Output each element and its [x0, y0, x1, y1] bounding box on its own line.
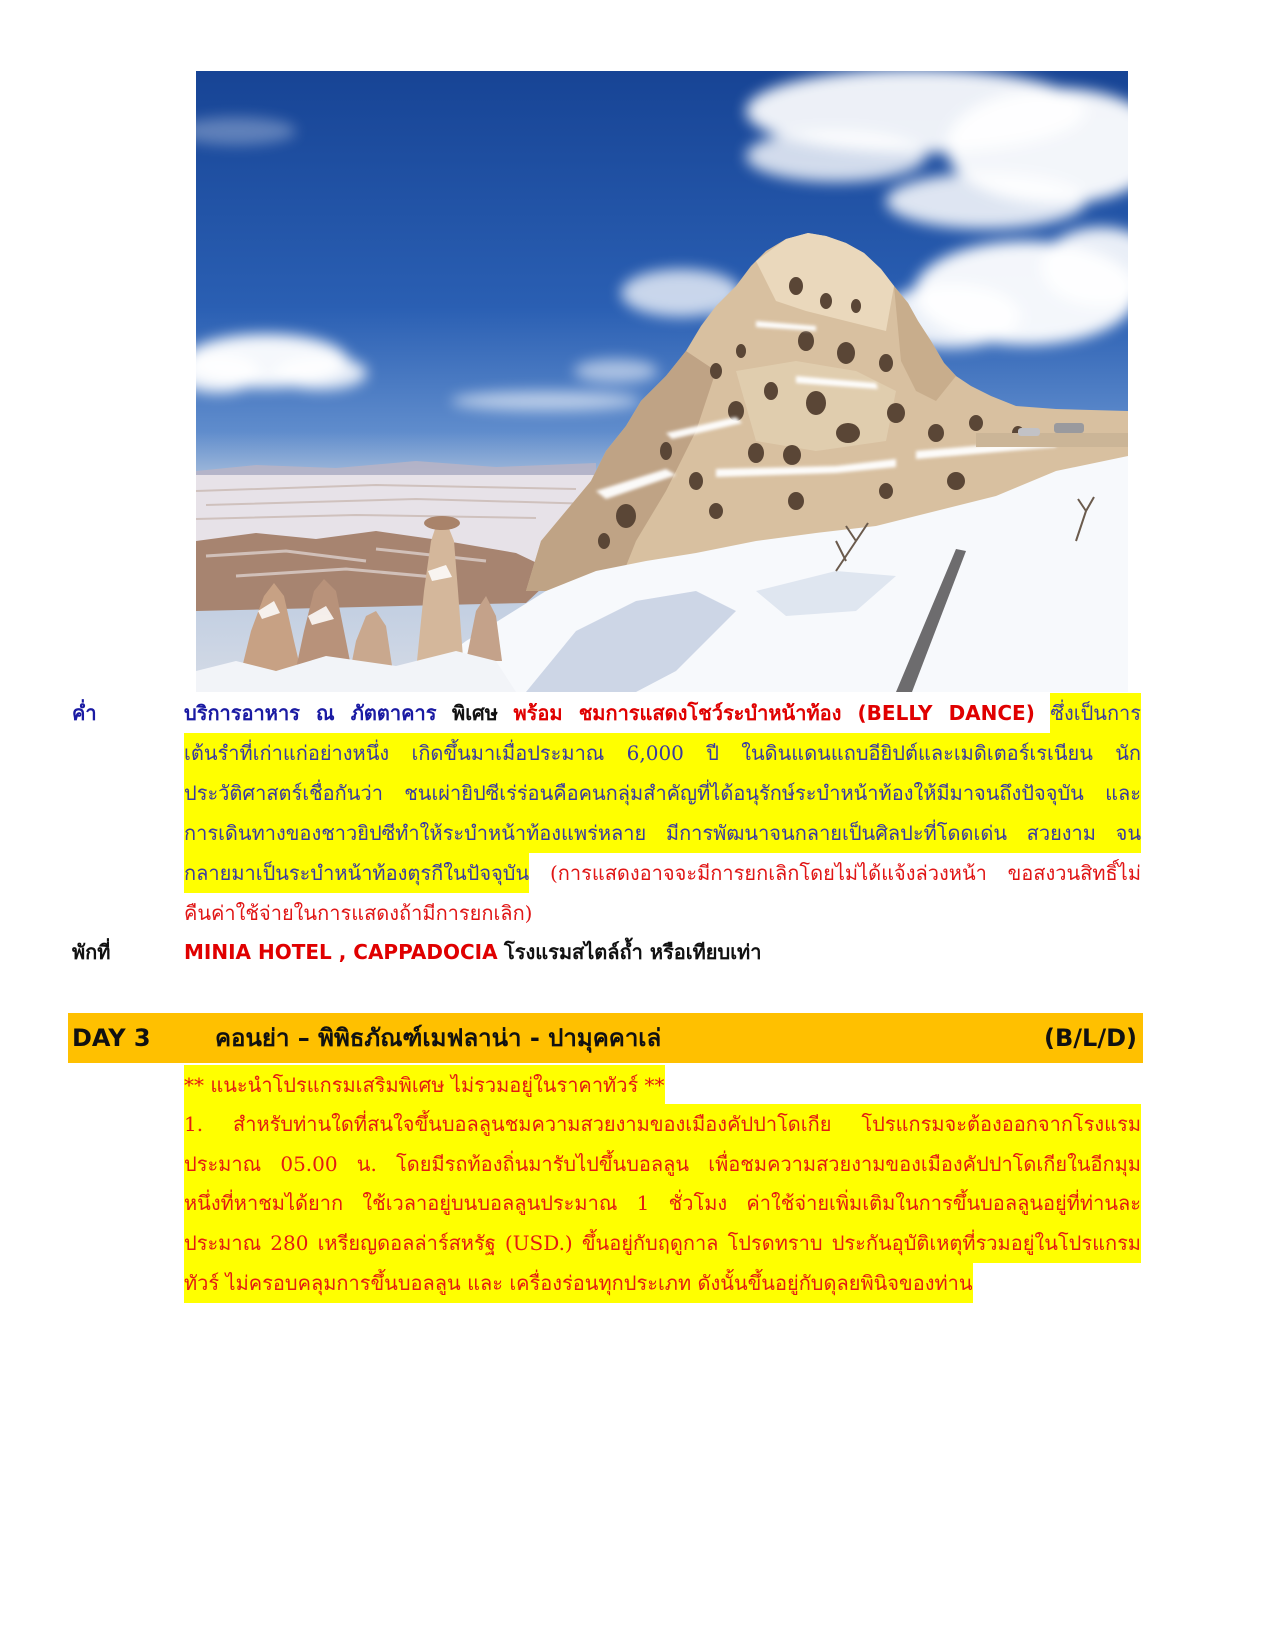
- belly-dance-show-text: พร้อม ชมการแสดงโชว์ระบำหน้าท้อง (BELLY DANCE): [513, 701, 1035, 725]
- optional-line-2: ประมาณ 05.00 น. โดยมีรถท้องถิ่นมารับไปขึ้นบอลลูน เพื่อชมความสวยงามของเมืองคัปปาโดเกียในอีกมุม: [184, 1144, 1141, 1184]
- hotel-line: [184, 932, 1141, 972]
- day-title: คอนย่า – พิพิธภัณฑ์เมฟลาน่า - ปามุคคาเล่: [215, 1024, 662, 1052]
- cappadocia-castle-photo: [196, 71, 1128, 692]
- restaurant-text: บริการอาหาร ณ ภัตตาคาร: [184, 701, 437, 725]
- parked-car: [1054, 423, 1084, 433]
- hotel-name: MINIA HOTEL , CAPPADOCIA: [184, 940, 498, 964]
- special-text: พิเศษ: [452, 701, 498, 725]
- dinner-line-1: [184, 693, 1141, 733]
- dinner-line-4: การเดินทางของชาวยิปซีทำให้ระบำหน้าท้องแพร่หลาย มีการพัฒนาจนกลายเป็นศิลปะที่โดดเด่น สวยงาม จน: [184, 813, 1141, 853]
- optional-line-3: หนึ่งที่หาชมได้ยาก ใช้เวลาอยู่บนบอลลูนประมาณ 1 ชั่วโมง ค่าใช้จ่ายเพิ่มเติมในการขึ้นบอลลูนอยู่ที่ท่านละ: [184, 1183, 1141, 1223]
- hotel-label: พักที่: [72, 940, 111, 964]
- dinner-line-2: เต้นรำที่เก่าแก่อย่างหนึ่ง เกิดขึ้นมาเมื่อประมาณ 6,000 ปี ในดินแดนแถบอียิปต์และเมดิเตอร์เรเนียน นัก: [184, 733, 1141, 773]
- photo-illustration: [196, 71, 1128, 692]
- day-number: DAY 3: [72, 1024, 151, 1052]
- optional-line-5: ทัวร์ ไม่ครอบคลุมการขึ้นบอลลูน และ เครื่องร่อนทุกประเภท ดังนั้นขึ้นอยู่กับดุลยพินิจของท่าน: [184, 1263, 973, 1303]
- cancellation-note: (การแสดงอาจจะมีการยกเลิกโดยไม่ได้แจ้งล่วงหน้า ขอสงวนสิทธิ์ไม่: [549, 861, 1141, 885]
- optional-program-heading: ** แนะนำโปรแกรมเสริมพิเศษ ไม่รวมอยู่ในราคาทัวร์ **: [184, 1065, 665, 1105]
- parked-car: [1018, 428, 1040, 436]
- dinner-label: ค่ำ: [72, 701, 97, 725]
- optional-line-5-wrap: [184, 1263, 1141, 1303]
- dinner-line-6: คืนค่าใช้จ่ายในการแสดงถ้ามีการยกเลิก): [184, 901, 533, 925]
- dinner-line-3: ประวัติศาสตร์เชื่อกันว่า ชนเผ่ายิปซีเร่ร่อนคือคนกลุ่มสำคัญที่ได้อนุรักษ์ระบำหน้าท้องให้มีมาจนถึงปัจจุบัน และ: [184, 773, 1141, 813]
- optional-line-1: 1. สำหรับท่านใดที่สนใจขึ้นบอลลูนชมความสวยงามของเมืองคัปปาโดเกีย โปรแกรมจะต้องออกจากโรงแรม: [184, 1104, 1141, 1144]
- day-meals: (B/L/D): [1044, 1024, 1137, 1052]
- belly-dance-description-start: ซึ่งเป็นการ: [1050, 693, 1141, 733]
- optional-program-heading-line: [184, 1065, 1141, 1105]
- belly-dance-description-end: กลายมาเป็นระบำหน้าท้องตุรกีในปัจจุบัน: [184, 853, 529, 893]
- optional-line-4: ประมาณ 280 เหรียญดอลล่าร์สหรัฐ (USD.) ขึ้นอยู่กับฤดูกาล โปรดทราบ ประกันอุบัติเหตุที่รวมอยู่ในโปรแกรม: [184, 1223, 1141, 1263]
- day-header-band: [68, 1013, 1143, 1063]
- dinner-line-5: [184, 853, 1141, 893]
- hotel-note: โรงแรมสไตล์ถ้ำ หรือเทียบเท่า: [503, 940, 762, 964]
